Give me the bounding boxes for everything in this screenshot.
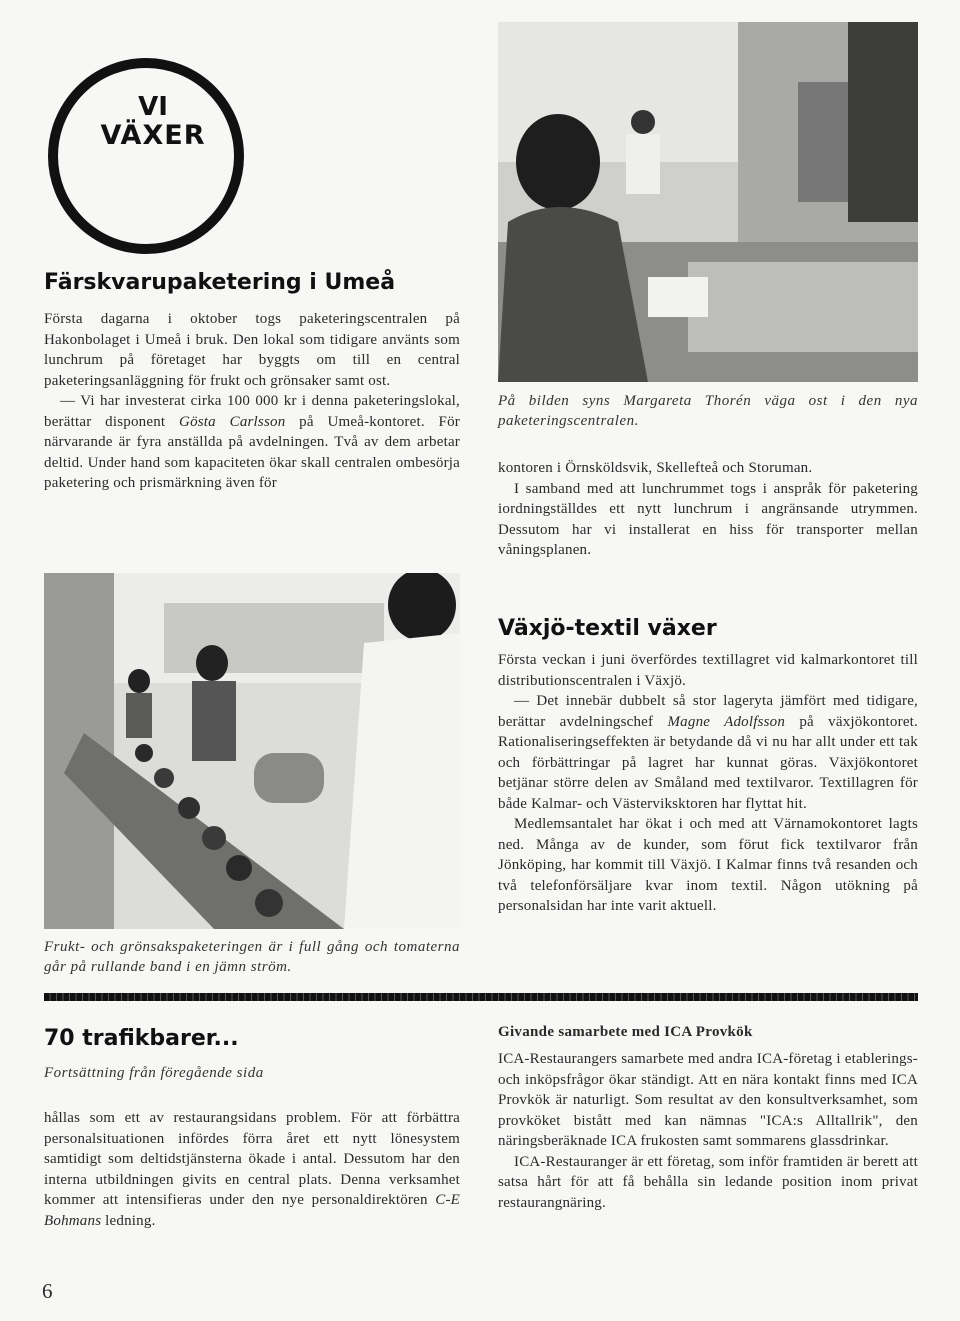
photo-vegetable-packing xyxy=(44,573,460,929)
photo-cheese-weighing xyxy=(498,22,918,382)
photo-caption-cheese: På bilden syns Margareta Thorén väga ost i den nya paketeringscentralen. xyxy=(498,393,918,429)
article-heading-provkok: Givande samarbete med ICA Provkök xyxy=(498,1024,753,1040)
person-name: Magne Adolfsson xyxy=(667,713,786,730)
paragraph: kontoren i Örnsköldsvik, Skellefteå och Storuman. xyxy=(498,460,813,476)
continuation-note: Fortsättning från föregående sida xyxy=(44,1065,264,1081)
article-body-vaxjo xyxy=(498,650,918,917)
person-name: C-E Bohmans xyxy=(44,1192,460,1229)
logo-text-vaxer: VÄXER xyxy=(100,120,206,151)
logo-circle xyxy=(48,58,244,254)
paragraph: Första veckan i juni överfördes textillagret vid kalmarkontoret till distributionscentralen i Växjö. xyxy=(498,652,918,689)
article-body-trafikbarer xyxy=(44,1108,460,1231)
paragraph: Medlemsantalet har ökat i och med att Värnamokontoret lagts ned. Många av de kunder, som förut fick textilvaror från Jönköping, har kommit till Växjö. I Kalmar finns två resanden och två telefonförsäljare kvar inom textil. Någon utökning på personalsidan har inte varit aktuell. xyxy=(498,816,918,914)
paragraph: — Det innebär dubbelt så stor lageryta jämfört med tidigare, berättar avdelningschef Magne Adolfsson på växjökontoret. Rationaliseringseffekten är betydande då vi nu har allt under ett tak och förbättringar på lagret har kunnat göras. Växjökontoret betjänar större delen av Småland med textilvaror. Textillagren för både Kalmar- och Västerviksktoren har flyttat hit. xyxy=(498,693,918,812)
article-heading-umea: Färskvarupaketering i Umeå xyxy=(44,270,396,295)
logo-text-vi: VI xyxy=(138,92,168,122)
article-heading-trafikbarer: 70 trafikbarer... xyxy=(44,1026,239,1051)
article-body-umea-continued xyxy=(498,458,918,561)
article-body-umea xyxy=(44,309,460,494)
paragraph: — Vi har investerat cirka 100 000 kr i denna paketeringslokal, berättar disponent Gösta Carlsson på Umeå-kontoret. För närvarande är fyra anställda på avdelningen. Två av dem arbetar deltid. Under hand som kapaciteten ökar skall centralen ombesörja paketering och prismärkning även för xyxy=(44,393,460,491)
article-body-provkok xyxy=(498,1049,918,1213)
page-number: 6 xyxy=(42,1279,53,1303)
paragraph: Första dagarna i oktober togs paketeringscentralen på Hakonbolaget i Umeå i bruk. Den lokal som tidigare använts som lunchrum på företaget har byggts om till en central paketeringsanläggning för frukt och grönsaker samt ost. xyxy=(44,311,460,389)
photo-caption-vegetables: Frukt- och grönsakspaketeringen är i full gång och tomaterna går på rullande band i en jämn ström. xyxy=(44,939,460,975)
person-name: Gösta Carlsson xyxy=(179,413,286,430)
paragraph: ICA-Restauranger är ett företag, som inför framtiden är berett att satsa hårt för att få behålla sin ledande position inom privat restaurangnäring. xyxy=(498,1153,918,1211)
paragraph: ICA-Restaurangers samarbete med andra ICA-företag i etablerings- och inköpsfrågor ökar ständigt. Att en nära kontakt finns med ICA Provkök är naturligt. Som resultat av den konsultverksamhet, som provköket bistått med kan nämnas "ICA:s Alltallrik", den näringsberäknade ICA frukosten samt sommarens glassdrinkar. xyxy=(498,1051,918,1149)
section-divider xyxy=(44,993,918,1001)
paragraph: hållas som ett av restaurangsidans problem. För att förbättra personalsituationen infördes förra året ett nytt lönesystem samtidigt som deltidstjänsterna ökade i antal. Dessutom har den interna utbildningen givits en central plats. Denna verksamhet kommer att intensifieras under den nye personaldirektören C-E Bohmans ledning. xyxy=(44,1110,460,1229)
article-heading-vaxjo: Växjö-textil växer xyxy=(498,616,717,641)
paragraph: I samband med att lunchrummet togs i anspråk för paketering iordningställdes ett nytt lunchrum i angränsande utrymmen. Dessutom har vi installerat en hiss för transporter mellan våningsplanen. xyxy=(498,480,918,558)
